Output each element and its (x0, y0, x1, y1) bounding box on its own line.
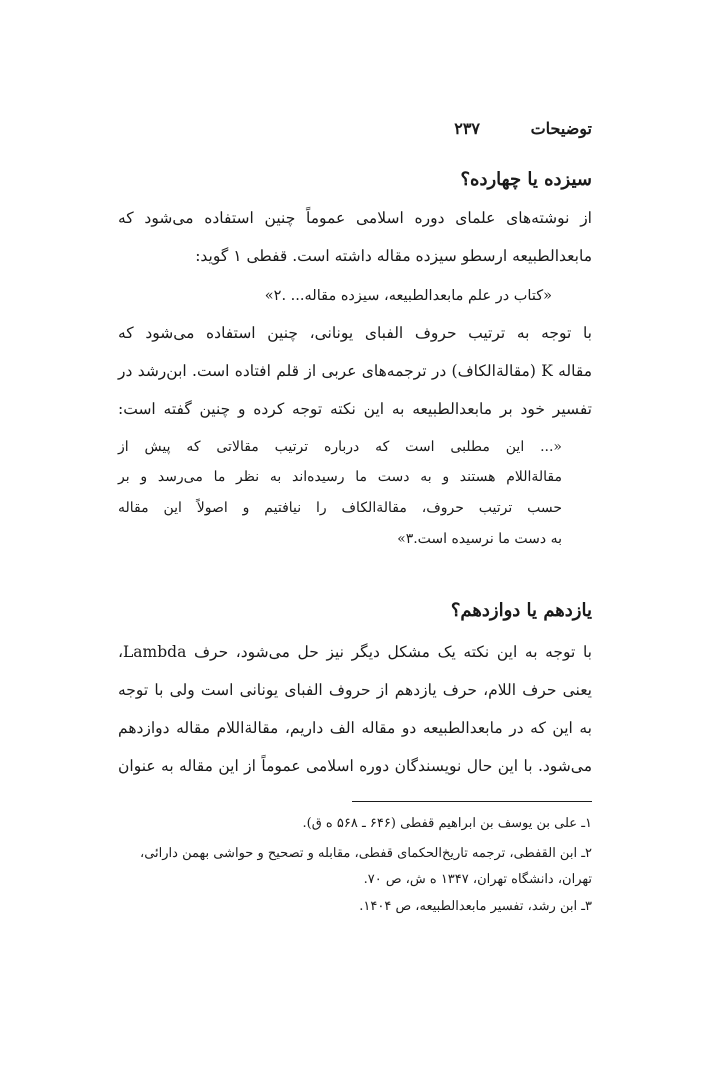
section-heading-thirteen-or-fourteen: سیزده یا چهارده؟ (460, 169, 592, 190)
quote-line: «کتاب در علم مابعدالطبیعه، سیزده مقاله... .۲» (264, 288, 552, 304)
paragraph-line: از نوشته‌های علمای دوره اسلامی عموماً چنین استفاده می‌شود که (118, 209, 592, 227)
footnote: ۱ـ علی بن یوسف بن ابراهیم قفطی (۶۴۶ ـ ۵۶۸ ه ق). (302, 816, 592, 831)
footnote: ۳ـ ابن رشد، تفسیر مابعدالطبیعه، ص ۱۴۰۴. (359, 899, 592, 914)
paragraph-line: تفسیر خود بر مابعدالطبیعه به این نکته توجه کرده و چنین گفته است: (118, 400, 592, 418)
paragraph-line: با توجه به این نکته یک مشکل دیگر نیز حل می‌شود، حرف Lambda، (118, 643, 592, 661)
footnote: ۲ـ ابن القفطی، ترجمه تاریخ‌الحکمای قفطی، مقابله و تصحیح و حواشی بهمن دارائی، (140, 846, 592, 861)
running-header (118, 119, 592, 145)
paragraph-line: یعنی حرف اللام، حرف یازدهم از حروف الفبای یونانی است ولی با توجه (118, 681, 592, 699)
block-quote-line: حسب ترتیب حروف، مقالةالکاف را نیافتیم و اصولاً این مقاله (118, 500, 562, 516)
paragraph-line: می‌شود. با این حال نویسندگان دوره اسلامی عموماً از این مقاله به عنوان (118, 757, 592, 775)
paragraph-line: به این که در مابعدالطبیعه دو مقاله الف داریم، مقالةاللام مقاله دوازدهم (118, 719, 592, 737)
page-number: ۲۳۷ (454, 119, 480, 138)
footnote-continuation: تهران، دانشگاه تهران، ۱۳۴۷ ه ش، ص ۷۰. (363, 872, 592, 887)
block-quote-line: به دست ما نرسیده است.۳» (397, 531, 562, 547)
paragraph-line: با توجه به ترتیب حروف الفبای یونانی، چنین استفاده می‌شود که (118, 324, 592, 342)
section-heading-eleventh-or-twelfth: یازدهم یا دوازدهم؟ (450, 600, 592, 621)
block-quote-line: «... این مطلبی است که درباره ترتیب مقالاتی که پیش از (118, 439, 562, 455)
paragraph-line: مابعدالطبیعه ارسطو سیزده مقاله داشته است. قفطی ۱ گوید: (195, 247, 592, 265)
paragraph-line: مقاله K (مقالةالکاف) در ترجمه‌های عربی از قلم افتاده است. ابن‌رشد در (118, 362, 592, 380)
footnote-divider (352, 801, 592, 802)
block-quote-line: مقالةاللام هستند و به دست ما رسیده‌اند به نظر ما می‌رسد و بر (118, 469, 562, 485)
book-page (118, 115, 592, 975)
running-header-title: توضیحات (530, 119, 592, 138)
